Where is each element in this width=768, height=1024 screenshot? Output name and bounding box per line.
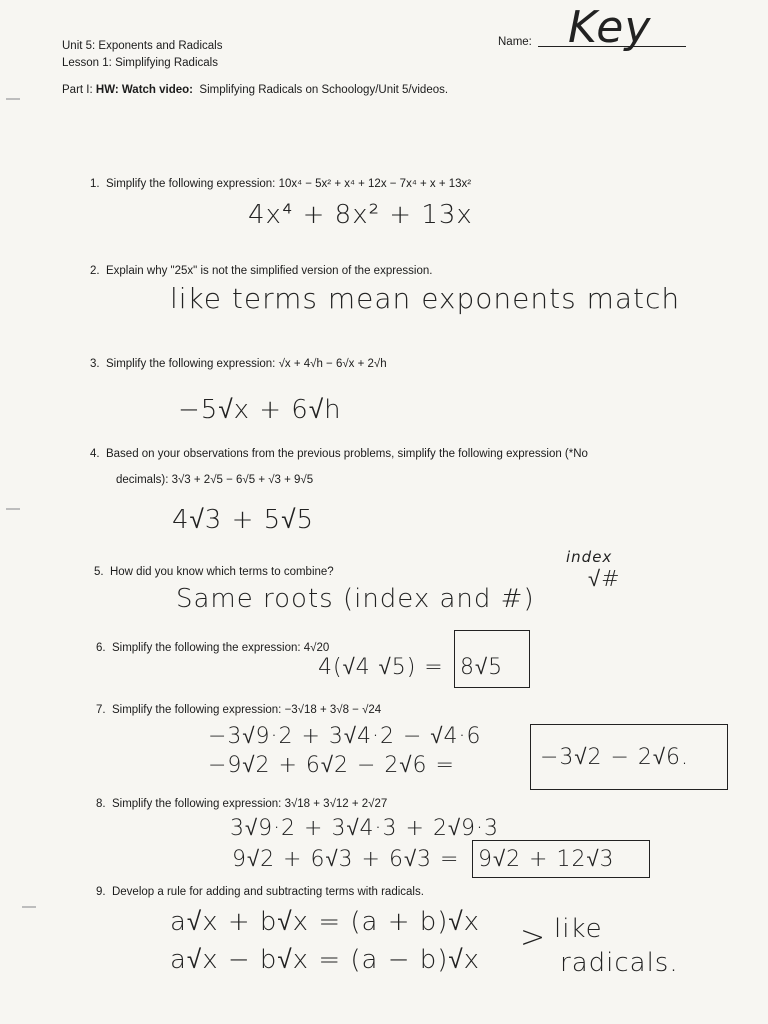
answer-8-work2: 9√2 + 6√3 + 6√3 = [232, 847, 460, 872]
lesson-title: Lesson 1: Simplifying Radicals [62, 57, 218, 69]
answer-4: 4√3 + 5√5 [172, 505, 315, 535]
name-answer: Key [568, 2, 652, 53]
question-number: 1. [90, 178, 100, 190]
question-text: Simplify the following expression: −3√18 + 3√8 − √24 [111, 704, 382, 716]
question-2 [90, 264, 432, 278]
answer-7-work2: −9√2 + 6√2 − 2√6 = [208, 753, 455, 778]
question-text: Simplify the following expression: 3√18 + 3√12 + 2√27 [111, 798, 388, 810]
question-4 [90, 447, 588, 461]
question-1 [90, 177, 471, 191]
note-index: index [566, 548, 613, 566]
name-label: Name: [498, 36, 532, 48]
answer-3: −5√x + 6√h [178, 395, 342, 425]
question-6 [96, 641, 329, 655]
question-8 [96, 797, 387, 811]
question-7 [96, 703, 381, 717]
question-number: 8. [96, 798, 106, 810]
question-text: Simplify the following the expression: 4√20 [111, 642, 330, 654]
part-text: Simplifying Radicals on Schoology/Unit 5/videos. [199, 84, 449, 96]
question-text: Explain why "25x" is not the simplified version of the expression. [105, 265, 433, 277]
question-number: 2. [90, 265, 100, 277]
scan-mark [22, 906, 36, 908]
question-number: 6. [96, 642, 106, 654]
question-text: Develop a rule for adding and subtracting terms with radicals. [111, 886, 424, 898]
answer-5: Same roots (index and #) [176, 584, 535, 614]
scan-mark [6, 98, 20, 100]
answer-8-work1: 3√9·2 + 3√4·3 + 2√9·3 [230, 816, 500, 841]
question-number: 5. [94, 566, 104, 578]
answer-7-work1: −3√9·2 + 3√4·2 − √4·6 [208, 724, 482, 749]
answer-2: like terms mean exponents match [170, 282, 681, 315]
rule-subtracting: a√x − b√x = (a − b)√x [170, 945, 481, 975]
note-radical: √# [588, 567, 621, 592]
answer-6-work: 4(√4 √5) = [318, 655, 444, 680]
question-9 [96, 885, 424, 899]
rule-brace: > [520, 920, 547, 955]
answer-8-final: 9√2 + 12√3 [478, 847, 615, 872]
question-5 [94, 565, 334, 579]
question-number: 7. [96, 704, 106, 716]
question-text: Based on your observations from the previous problems, simplify the following expression (*No [105, 448, 588, 460]
question-3 [90, 357, 387, 371]
rule-note-like: like [554, 914, 603, 944]
part-heading [62, 83, 448, 97]
answer-7-final: −3√2 − 2√6. [540, 745, 689, 770]
question-4-line2: decimals): 3√3 + 2√5 − 6√5 + √3 + 9√5 [116, 474, 314, 486]
answer-1: 4x⁴ + 8x² + 13x [248, 200, 473, 230]
unit-title: Unit 5: Exponents and Radicals [62, 40, 223, 52]
question-number: 3. [90, 358, 100, 370]
question-text: Simplify the following expression: √x + 4√h − 6√x + 2√h [105, 358, 387, 370]
part-hw: HW: Watch video: [95, 84, 194, 96]
question-text: How did you know which terms to combine? [109, 566, 334, 578]
scan-mark [6, 508, 20, 510]
rule-adding: a√x + b√x = (a + b)√x [170, 907, 481, 937]
part-prefix: Part I: [62, 84, 93, 96]
question-text: Simplify the following expression: 10x⁴ − 5x² + x⁴ + 12x − 7x⁴ + x + 13x² [105, 178, 472, 190]
question-number: 4. [90, 448, 100, 460]
question-number: 9. [96, 886, 106, 898]
rule-note-radicals: radicals. [560, 948, 679, 978]
answer-6-final: 8√5 [460, 655, 504, 680]
